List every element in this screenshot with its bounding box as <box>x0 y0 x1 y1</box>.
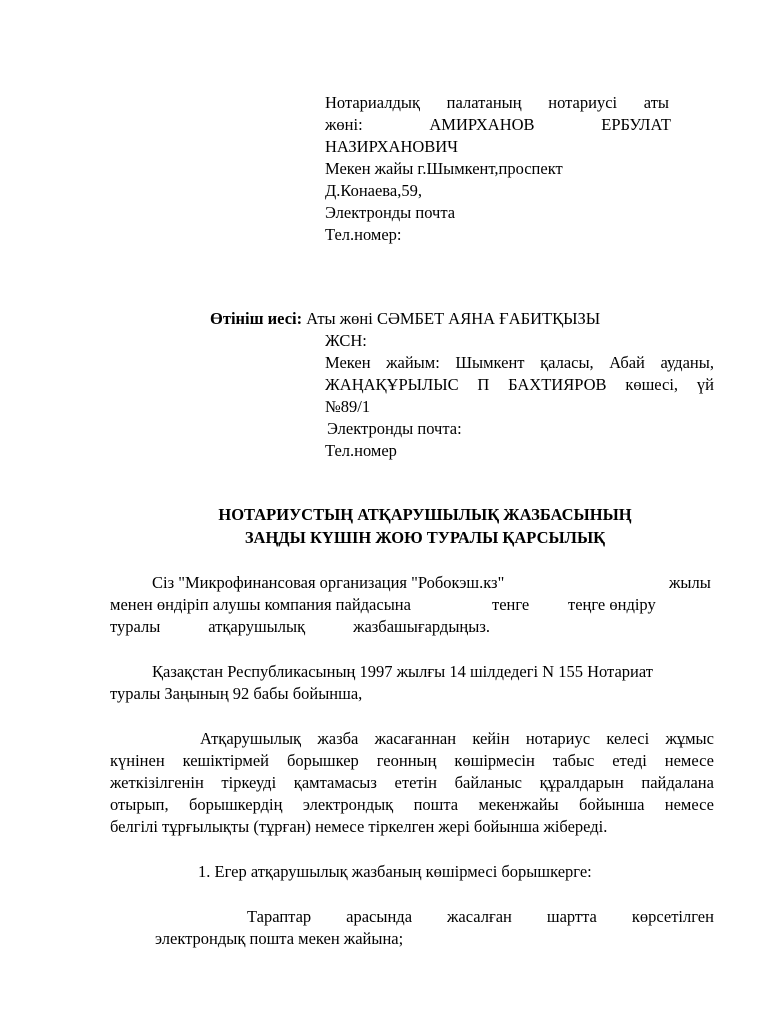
word: немесе <box>664 795 714 814</box>
word: күнінен <box>110 751 165 770</box>
word: нотариусі <box>548 93 618 112</box>
word: немесе <box>664 751 714 770</box>
notary-email: Электронды почта <box>325 203 456 222</box>
word: ауданы, <box>660 353 714 372</box>
p3-line-4 <box>110 795 714 815</box>
p1-line-2a: менен өндіріп алушы компания пайдасына <box>110 595 411 614</box>
p1-line-1a: Сіз "Микрофинансовая организация "Робокэш.кз" <box>152 573 505 592</box>
word: кешіктірмей <box>182 751 270 770</box>
word: пошта <box>413 795 459 814</box>
word: табыс <box>552 751 595 770</box>
applicant-phone: Тел.номер <box>325 441 397 460</box>
word: келесі <box>606 729 650 748</box>
word: Нотариалдық <box>325 93 420 112</box>
word: П <box>477 375 490 394</box>
word: байланыс <box>454 773 522 792</box>
applicant-address-1 <box>325 353 714 373</box>
word: көрсетілген <box>631 907 714 926</box>
p1-line-2b: тенге <box>492 595 530 614</box>
notary-phone: Тел.номер: <box>325 225 402 244</box>
word: АМИРХАНОВ <box>429 115 535 134</box>
p2-line-2: туралы Заңының 92 бабы бойынша, <box>110 684 363 703</box>
p1-line-2c: теңге өндіру <box>568 595 656 614</box>
word: құралдарын <box>539 773 624 792</box>
notary-line-2 <box>325 115 671 135</box>
applicant-address-2 <box>325 375 714 395</box>
p3-line-3 <box>110 773 714 793</box>
word: Шымкент <box>455 353 525 372</box>
p4-line-1 <box>247 907 714 927</box>
word: Мекен <box>325 353 371 372</box>
applicant-line <box>210 309 600 329</box>
word: Абай <box>609 353 645 372</box>
word: электрондық <box>302 795 394 814</box>
word: жөні: <box>325 115 363 134</box>
word: туралы <box>110 617 161 636</box>
word: көшірмесін <box>454 751 535 770</box>
word: қамтамасыз <box>293 773 377 792</box>
word: палатаның <box>446 93 522 112</box>
word: кейін <box>472 729 510 748</box>
word: Атқарушылық <box>200 729 302 748</box>
word: ЕРБУЛАТ <box>601 115 671 134</box>
word: геонның <box>376 751 437 770</box>
applicant-label: Өтініш иесі: <box>210 309 303 328</box>
word: шартта <box>546 907 597 926</box>
p3-line-2 <box>110 751 714 771</box>
word: борышкердің <box>188 795 283 814</box>
word: БАХТИЯРОВ <box>508 375 607 394</box>
word: жасағаннан <box>374 729 457 748</box>
p3-line-5: белгілі тұрғылықты (тұрған) немесе тіркелген жері бойынша жібереді. <box>110 817 608 836</box>
word: аты <box>643 93 669 112</box>
word: үй <box>696 375 714 394</box>
word: бойынша <box>578 795 645 814</box>
word: борышкер <box>286 751 359 770</box>
word: отырып, <box>110 795 169 814</box>
p4-line-2: электрондық пошта мекен жайына; <box>155 929 404 948</box>
word: көшесі, <box>625 375 679 394</box>
notary-address-1: Мекен жайы г.Шымкент,проспект <box>325 159 563 178</box>
word: жұмыс <box>665 729 714 748</box>
p2-line-1: Қазақстан Республикасының 1997 жылғы 14 шілдедегі N 155 Нотариат <box>152 662 653 681</box>
word: ететін <box>394 773 438 792</box>
word: пайдалана <box>641 773 714 792</box>
word: жазбашығардыңыз. <box>353 617 490 636</box>
p3-line-1 <box>200 729 714 749</box>
applicant-iin: ЖСН: <box>325 331 367 350</box>
word: арасында <box>346 907 413 926</box>
notary-name-line: НАЗИРХАНОВИЧ <box>325 137 458 156</box>
applicant-name: Аты жөні СӘМБЕТ АЯНА ҒАБИТҚЫЗЫ <box>306 309 601 328</box>
p1-line-1b: жылы <box>669 573 711 592</box>
document-title-line-1: НОТАРИУСТЫҢ АТҚАРУШЫЛЫҚ ЖАЗБАСЫНЫҢ <box>218 505 632 524</box>
notary-address-2: Д.Конаева,59, <box>325 181 422 200</box>
word: жасалған <box>447 907 512 926</box>
applicant-email: Электронды почта: <box>327 419 462 438</box>
word: мекенжайы <box>478 795 559 814</box>
p1-line-3 <box>110 617 490 637</box>
word: етеді <box>612 751 647 770</box>
list-item-1: 1. Егер атқарушылық жазбаның көшірмесі борышкерге: <box>198 862 592 881</box>
word: жайым: <box>386 353 440 372</box>
document-title-line-2: ЗАҢДЫ КҮШІН ЖОЮ ТУРАЛЫ ҚАРСЫЛЫҚ <box>244 528 606 547</box>
word: жеткізілгенін <box>110 773 204 792</box>
word: Тараптар <box>247 907 312 926</box>
word: қаласы, <box>540 353 594 372</box>
word: нотариус <box>525 729 591 748</box>
word: атқарушылық <box>208 617 306 636</box>
word: ЖАҢАҚҰРЫЛЫС <box>325 375 459 394</box>
applicant-address-3: №89/1 <box>325 397 371 416</box>
word: тіркеуді <box>221 773 277 792</box>
notary-line-1 <box>325 93 669 113</box>
word: жазба <box>317 729 359 748</box>
